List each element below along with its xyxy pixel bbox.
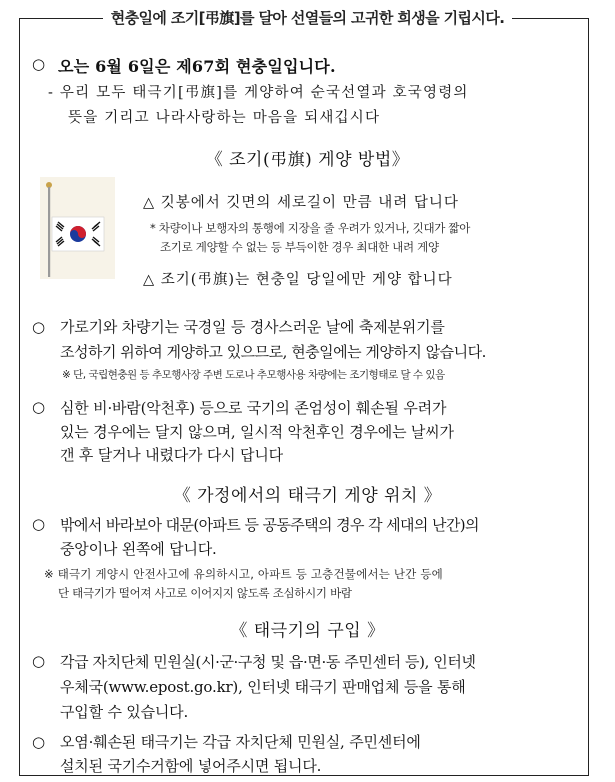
intro-bullet: ○ — [32, 55, 46, 73]
section-1-heading: 《 조기(弔旗) 게양 방법》 — [205, 150, 410, 170]
item-bullet: ○ — [32, 652, 46, 670]
item-bullet: ○ — [32, 398, 46, 416]
section-2-heading: 《 가정에서의 태극기 게양 위치 》 — [173, 486, 442, 506]
disposal-line-2: 설치된 국기수거함에 넣어주시면 됩니다. — [60, 757, 322, 775]
page-title: 현충일에 조기[弔旗]를 달아 선열들의 고귀한 희생을 기립시다. — [103, 5, 513, 30]
street-flag-note: ※ 단, 국립현충원 등 추모행사장 주변 도로나 추모행사용 차량에는 조기형태로 달 수 있음 — [62, 369, 445, 381]
disposal-line-1: 오염·훼손된 태극기는 각급 자치단체 민원실, 주민센터에 — [60, 733, 421, 751]
purchase-line-3: 구입할 수 있습니다. — [60, 703, 189, 721]
title-area — [30, 5, 585, 35]
home-position-line-1: 밖에서 바라보아 대문(아파트 등 공동주택의 경우 각 세대의 난간)의 — [60, 516, 479, 534]
item-bullet: ○ — [32, 733, 46, 751]
flag-icon — [40, 177, 115, 279]
intro-line-3: 뜻을 기리고 나라사랑하는 마음을 되새깁시다 — [68, 110, 381, 126]
item-bullet: ○ — [32, 515, 46, 533]
method-step-1: △ 깃봉에서 깃면의 세로길이 만큼 내려 답니다 — [143, 195, 459, 211]
weather-line-2: 있는 경우에는 달지 않으며, 일시적 악천후인 경우에는 날씨가 — [60, 423, 454, 441]
section-3-heading: 《 태극기의 구입 》 — [230, 621, 385, 641]
method-step-2: △ 조기(弔旗)는 현충일 당일에만 게양 합니다 — [143, 272, 453, 288]
intro-line-2: - 우리 모두 태극기[弔旗]를 게양하여 순국선열과 호국영령의 — [48, 85, 469, 101]
method-note-1b: 조기로 게양할 수 없는 등 부득이한 경우 최대한 내려 게양 — [160, 240, 439, 254]
method-note-1a: * 차량이나 보행자의 통행에 지장을 줄 우려가 있거나, 깃대가 짧아 — [150, 221, 471, 235]
intro-line-1: 오는 6월 6일은 제67회 현충일입니다. — [58, 57, 336, 76]
safety-note-2: 단 태극기가 떨어져 사고로 이어지지 않도록 조심하시기 바람 — [58, 586, 352, 600]
item-bullet: ○ — [32, 318, 46, 336]
safety-note-1: ※ 태극기 게양시 안전사고에 유의하시고, 아파트 등 고층건물에서는 난간 등에 — [44, 567, 443, 581]
weather-line-1: 심한 비·바람(악천후) 등으로 국기의 존엄성이 훼손될 우려가 — [60, 399, 447, 417]
half-mast-flag-illustration — [40, 177, 115, 279]
street-flag-line-2: 조성하기 위하여 게양하고 있으므로, 현충일에는 게양하지 않습니다. — [60, 343, 486, 361]
purchase-line-2: 우체국(www.epost.go.kr), 인터넷 태극기 판매업체 등을 통해 — [60, 678, 466, 696]
purchase-line-1: 각급 자치단체 민원실(시·군·구청 및 읍·면·동 주민센터 등), 인터넷 — [60, 653, 476, 671]
weather-line-3: 갠 후 달거나 내렸다가 다시 답니다 — [60, 446, 283, 464]
home-position-line-2: 중앙이나 왼쪽에 답니다. — [60, 540, 217, 558]
street-flag-line-1: 가로기와 차량기는 국경일 등 경사스러운 날에 축제분위기를 — [60, 318, 445, 336]
